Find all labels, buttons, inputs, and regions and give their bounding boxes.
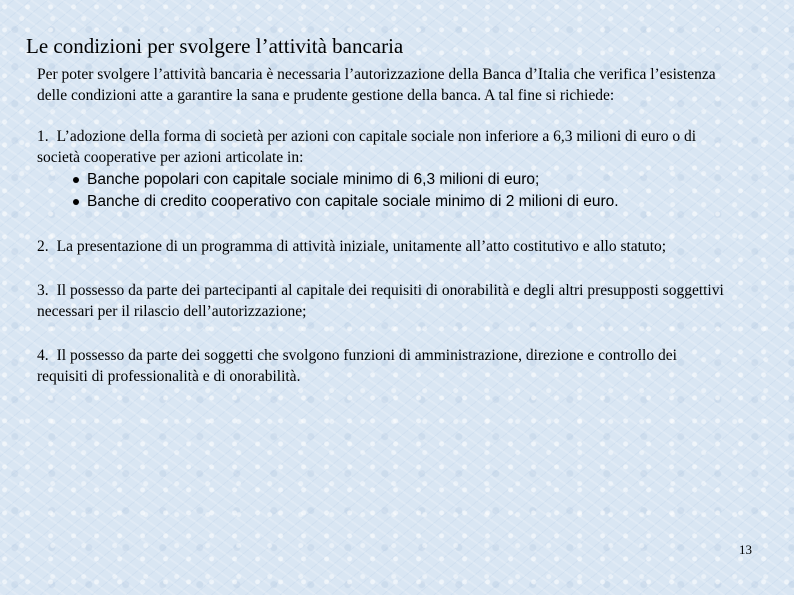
item-number: 2. bbox=[37, 238, 49, 255]
requirement-item-2 bbox=[37, 236, 727, 257]
bullet-text: Banche di credito cooperativo con capitale sociale minimo di 2 milioni di euro. bbox=[87, 193, 619, 210]
bullet-item bbox=[73, 191, 727, 213]
item-text: Il possesso da parte dei soggetti che svolgono funzioni di amministrazione, direzione e controllo dei requisiti di professionalità e di onorabilità. bbox=[37, 347, 677, 385]
bullet-item bbox=[73, 169, 727, 191]
bullet-text: Banche popolari con capitale sociale minimo di 6,3 milioni di euro; bbox=[87, 171, 540, 188]
item-text: L’adozione della forma di società per azioni con capitale sociale non inferiore a 6,3 milioni di euro o di società cooperative per azioni articolate in: bbox=[37, 128, 697, 166]
page-number: 13 bbox=[739, 542, 752, 557]
requirement-item-1 bbox=[37, 126, 727, 213]
bullet-icon bbox=[73, 199, 79, 205]
requirement-item-3 bbox=[37, 280, 727, 322]
item-number: 1. bbox=[37, 128, 49, 145]
bullet-list bbox=[37, 169, 727, 213]
requirement-item-4 bbox=[37, 345, 727, 387]
item-number: 3. bbox=[37, 282, 49, 299]
intro-paragraph: Per poter svolgere l’attività bancaria è necessaria l’autorizzazione della Banca d’Italia che verifica l’esistenza delle condizioni atte a garantire la sana e prudente gestione della banca. A tal fine si richiede: bbox=[37, 66, 716, 104]
slide-title: Le condizioni per svolgere l’attività bancaria bbox=[26, 34, 404, 58]
item-text: Il possesso da parte dei partecipanti al capitale dei requisiti di onorabilità e degli altri presupposti soggettivi necessari per il rilascio dell’autorizzazione; bbox=[37, 282, 724, 320]
item-number: 4. bbox=[37, 347, 49, 364]
bullet-icon bbox=[73, 177, 79, 183]
item-text: La presentazione di un programma di attività iniziale, unitamente all’atto costitutivo e allo statuto; bbox=[56, 238, 667, 255]
slide-body bbox=[37, 64, 727, 410]
